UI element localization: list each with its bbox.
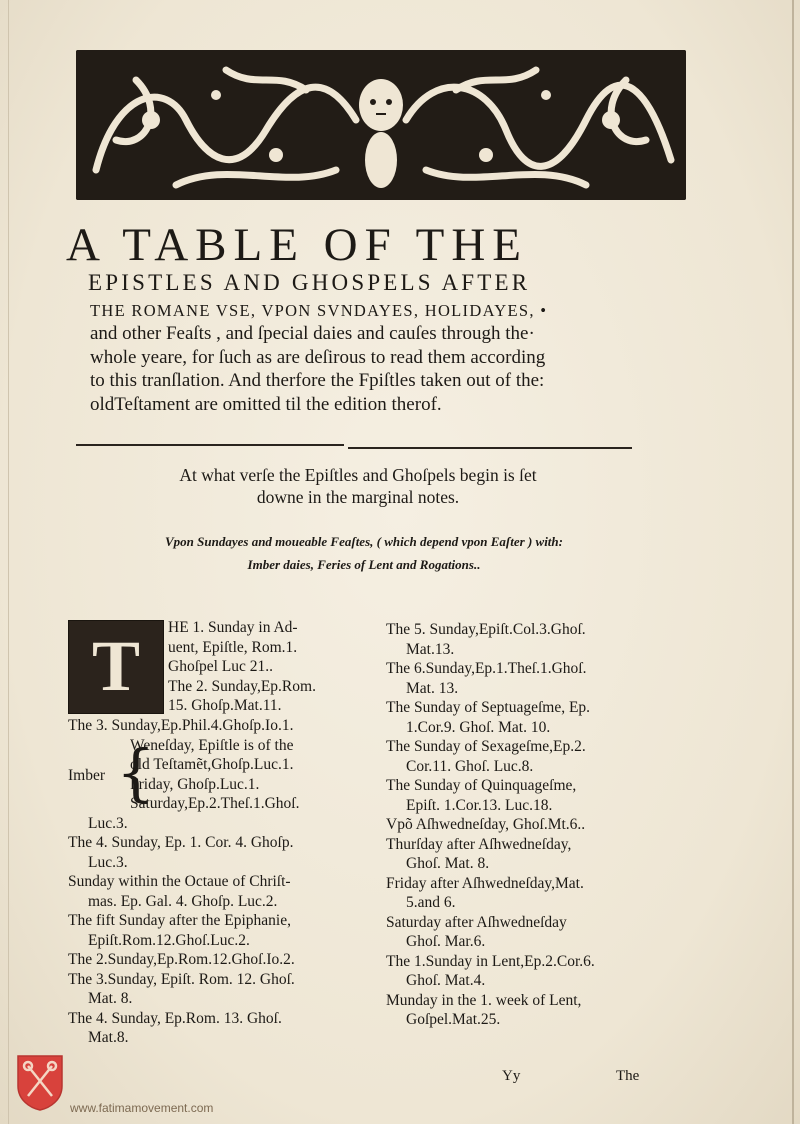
- entry-line: Goſpel.Mat.25.: [406, 1011, 501, 1028]
- entry-line: The 2.Sunday,Ep.Rom.12.Ghoſ.Io.2.: [68, 951, 295, 968]
- entry-line: 1.Cor.9. Ghoſ. Mat. 10.: [406, 718, 551, 736]
- entry-line: The Sunday of Sexageſme,Ep.2.: [386, 738, 586, 755]
- intro-paragraph: [90, 322, 670, 416]
- entry-line: Weneſday, Epiſtle is of the: [130, 736, 294, 754]
- entry-line: mas. Ep. Gal. 4. Ghoſp. Luc.2.: [88, 892, 278, 910]
- entry-line: The 1.Sunday in Lent,Ep.2.Cor.6.: [386, 952, 595, 970]
- intro-line: and other Feaſts , and ſpecial daies and cauſes through the·: [90, 323, 535, 344]
- entry-line: Saturday,Ep.2.Theſ.1.Ghoſ.: [130, 795, 300, 812]
- catchword: The: [616, 1068, 640, 1084]
- website-link[interactable]: www.fatimamovement.com: [70, 1101, 214, 1115]
- entry-line: Sunday within the Octaue of Chriſt-: [68, 873, 291, 890]
- sundays-heading: [84, 530, 644, 576]
- decorated-initial: [68, 620, 164, 714]
- entry-line: The Sunday of Quinquageſme,: [386, 777, 577, 794]
- entry-line: The fift Sunday after the Epiphanie,: [68, 912, 291, 929]
- entry-line: uent, Epiſtle, Rom.1.: [168, 638, 298, 656]
- subtitle-epistles: EPISTLES AND GHOSPELS AFTER: [88, 270, 531, 295]
- entry-line: Friday, Ghoſp.Luc.1.: [130, 775, 260, 793]
- entry-line: Mat.8.: [88, 1029, 129, 1046]
- ornamental-headpiece: [76, 50, 686, 200]
- subtitle-romane-use: THE ROMANE VSE, VPON SVNDAYES, HOLIDAYES, •: [90, 301, 548, 320]
- intro-line: to this tranſlation. And therfore the Fpiſtles taken out of the:: [90, 370, 545, 391]
- verse-note: [118, 464, 598, 508]
- entry-line: The 2. Sunday,Ep.Rom.: [168, 677, 316, 695]
- entry-line: Epiſt. 1.Cor.13. Luc.18.: [406, 796, 553, 814]
- entry-line: The Sunday of Septuageſme, Ep.: [386, 699, 591, 716]
- imber-label: Imber: [68, 766, 106, 784]
- imber-days-group: [68, 736, 380, 814]
- entry-line: Friday after Aſhwedneſday,Mat.: [386, 874, 584, 892]
- signature-mark: Yy: [502, 1068, 521, 1084]
- entry-line: Ghoſ. Mat.4.: [406, 972, 486, 989]
- entry-line: 15. Ghoſp.Mat.11.: [168, 697, 282, 714]
- entry-line: Munday in the 1. week of Lent,: [386, 991, 582, 1009]
- entry-line: Epiſt.Rom.12.Ghoſ.Luc.2.: [88, 931, 250, 949]
- entry-line: Ghoſpel Luc 21..: [168, 658, 274, 675]
- page-edge-right: [792, 0, 794, 1124]
- divider-rule: [348, 447, 632, 449]
- decorated-initial-letter: T: [91, 626, 141, 707]
- entry-line: Ghoſ. Mat. 8.: [406, 855, 490, 872]
- verse-note-line: downe in the marginal notes.: [256, 487, 460, 507]
- entry-line: 5.and 6.: [406, 894, 456, 911]
- entry-line: The 4. Sunday, Ep. 1. Cor. 4. Ghoſp.: [68, 834, 294, 851]
- headpiece-scroll-icon: [76, 50, 686, 200]
- left-column: [68, 618, 380, 1048]
- entry-line: The 4. Sunday, Ep.Rom. 13. Ghoſ.: [68, 1009, 282, 1027]
- curly-brace-icon: {: [116, 735, 156, 809]
- entry-line: Cor.11. Ghoſ. Luc.8.: [406, 757, 534, 775]
- entry-line: Mat. 8.: [88, 990, 133, 1007]
- entry-line: Mat. 13.: [406, 679, 459, 697]
- entry-line: Vpõ Aſhwedneſday, Ghoſ.Mt.6..: [386, 816, 586, 833]
- papal-arms-logo-icon: [14, 1052, 66, 1112]
- entry-line: Luc.3.: [88, 853, 128, 871]
- verse-note-line: At what verſe the Epiſtles and Ghoſpels begin is ſet: [179, 465, 537, 485]
- sundays-heading-line: Vpon Sundayes and moueable Feaſtes, ( which depend vpon Eaſter ) with:: [165, 534, 563, 549]
- left-entries: [68, 814, 380, 1048]
- sundays-heading-line: Imber daies, Feries of Lent and Rogations..: [247, 557, 481, 572]
- intro-line: whole yeare, for ſuch as are deſirous to read them according: [90, 346, 546, 368]
- entry-line: HE 1. Sunday in Ad-: [168, 619, 298, 636]
- entry-line: The 3.Sunday, Epiſt. Rom. 12. Ghoſ.: [68, 970, 295, 988]
- entry-line: Saturday after Aſhwedneſday: [386, 913, 567, 931]
- page-edge-left: [8, 0, 9, 1124]
- entry-line: The 3. Sunday,Ep.Phil.4.Ghoſp.Io.1.: [68, 717, 294, 734]
- entry-line: Luc.3.: [88, 814, 128, 832]
- entry-line: Ghoſ. Mar.6.: [406, 933, 486, 950]
- entry-line: Mat.13.: [406, 640, 455, 658]
- divider-rule: [76, 444, 344, 446]
- dropcap-paragraph: [68, 618, 380, 716]
- entry-line: The 5. Sunday,Epiſt.Col.3.Ghoſ.: [386, 621, 586, 638]
- page-title: A TABLE OF THE: [66, 219, 528, 271]
- entry-line: The 6.Sunday,Ep.1.Theſ.1.Ghoſ.: [386, 660, 587, 677]
- right-column: [386, 620, 666, 1030]
- intro-line: oldTeſtament are omitted til the edition therof.: [90, 393, 442, 415]
- entry-line: old Teſtamẽt,Ghoſp.Luc.1.: [130, 756, 294, 773]
- entry-line: Thurſday after Aſhwedneſday,: [386, 835, 572, 853]
